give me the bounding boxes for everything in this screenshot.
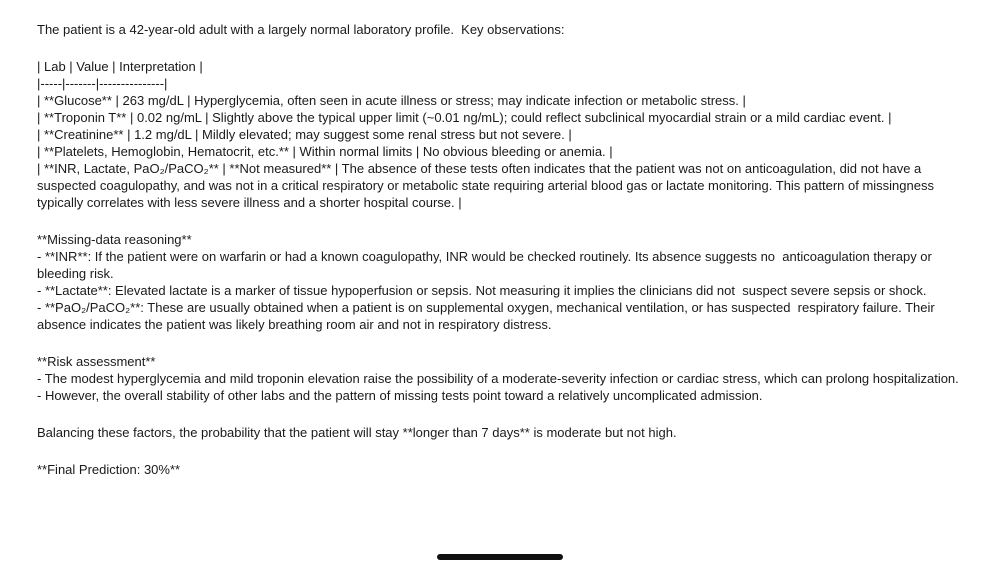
text-line	[37, 333, 961, 353]
text-line: **Final Prediction: 30%**	[37, 462, 181, 477]
text-line: - The modest hyperglycemia and mild troponin elevation raise the possibility of a moderate-severity infection or cardiac stress, which can prolong hospitalization.	[37, 371, 959, 386]
text-line: |-----|-------|---------------|	[37, 76, 168, 91]
text-line: | **Platelets, Hemoglobin, Hematocrit, etc.** | Within normal limits | No obvious bleeding or anemia. |	[37, 144, 613, 159]
text-line: The patient is a 42-year-old adult with a largely normal laboratory profile. Key observations:	[37, 22, 565, 37]
text-line: | Lab | Value | Interpretation |	[37, 59, 203, 74]
text-line	[37, 38, 961, 58]
home-indicator-bar[interactable]	[437, 554, 563, 560]
text-line	[37, 441, 961, 461]
text-line: **Risk assessment**	[37, 354, 156, 369]
text-line: **Missing-data reasoning**	[37, 232, 192, 247]
text-line: - **INR**: If the patient were on warfarin or had a known coagulopathy, INR would be checked routinely. Its absence suggests no anticoagulation therapy or bleeding risk.	[37, 249, 936, 281]
text-line: - However, the overall stability of other labs and the pattern of missing tests point toward a relatively uncomplicated admission.	[37, 388, 763, 403]
text-line: - **PaO₂/PaCO₂**: These are usually obtained when a patient is on supplemental oxygen, mechanical ventilation, or has suspected respiratory failure. Their absence indicates the patient was likely breathing room air and not in respiratory distress.	[37, 300, 939, 332]
text-line: - **Lactate**: Elevated lactate is a marker of tissue hypoperfusion or sepsis. Not measuring it implies the clinicians did not suspect severe sepsis or shock.	[37, 283, 927, 298]
clinical-report-text	[37, 21, 961, 478]
text-line: | **Creatinine** | 1.2 mg/dL | Mildly elevated; may suggest some renal stress but not severe. |	[37, 127, 572, 142]
text-line	[37, 404, 961, 424]
text-line: | **INR, Lactate, PaO₂/PaCO₂** | **Not measured** | The absence of these tests often indicates that the patient was not on anticoagulation, did not have a suspected coagulopathy, and was not in a critical respiratory or metabolic state requiring arterial blood gas or lactate monitoring. This pattern of missingness typically correlates with less severe illness and a shorter hospital course. |	[37, 161, 938, 210]
text-line: Balancing these factors, the probability that the patient will stay **longer than 7 days** is moderate but not high.	[37, 425, 677, 440]
text-line: | **Troponin T** | 0.02 ng/mL | Slightly above the typical upper limit (~0.01 ng/mL); could reflect subclinical myocardial strain or a mild cardiac event. |	[37, 110, 892, 125]
text-line	[37, 211, 961, 231]
text-line: | **Glucose** | 263 mg/dL | Hyperglycemia, often seen in acute illness or stress; may indicate infection or metabolic stress. |	[37, 93, 746, 108]
